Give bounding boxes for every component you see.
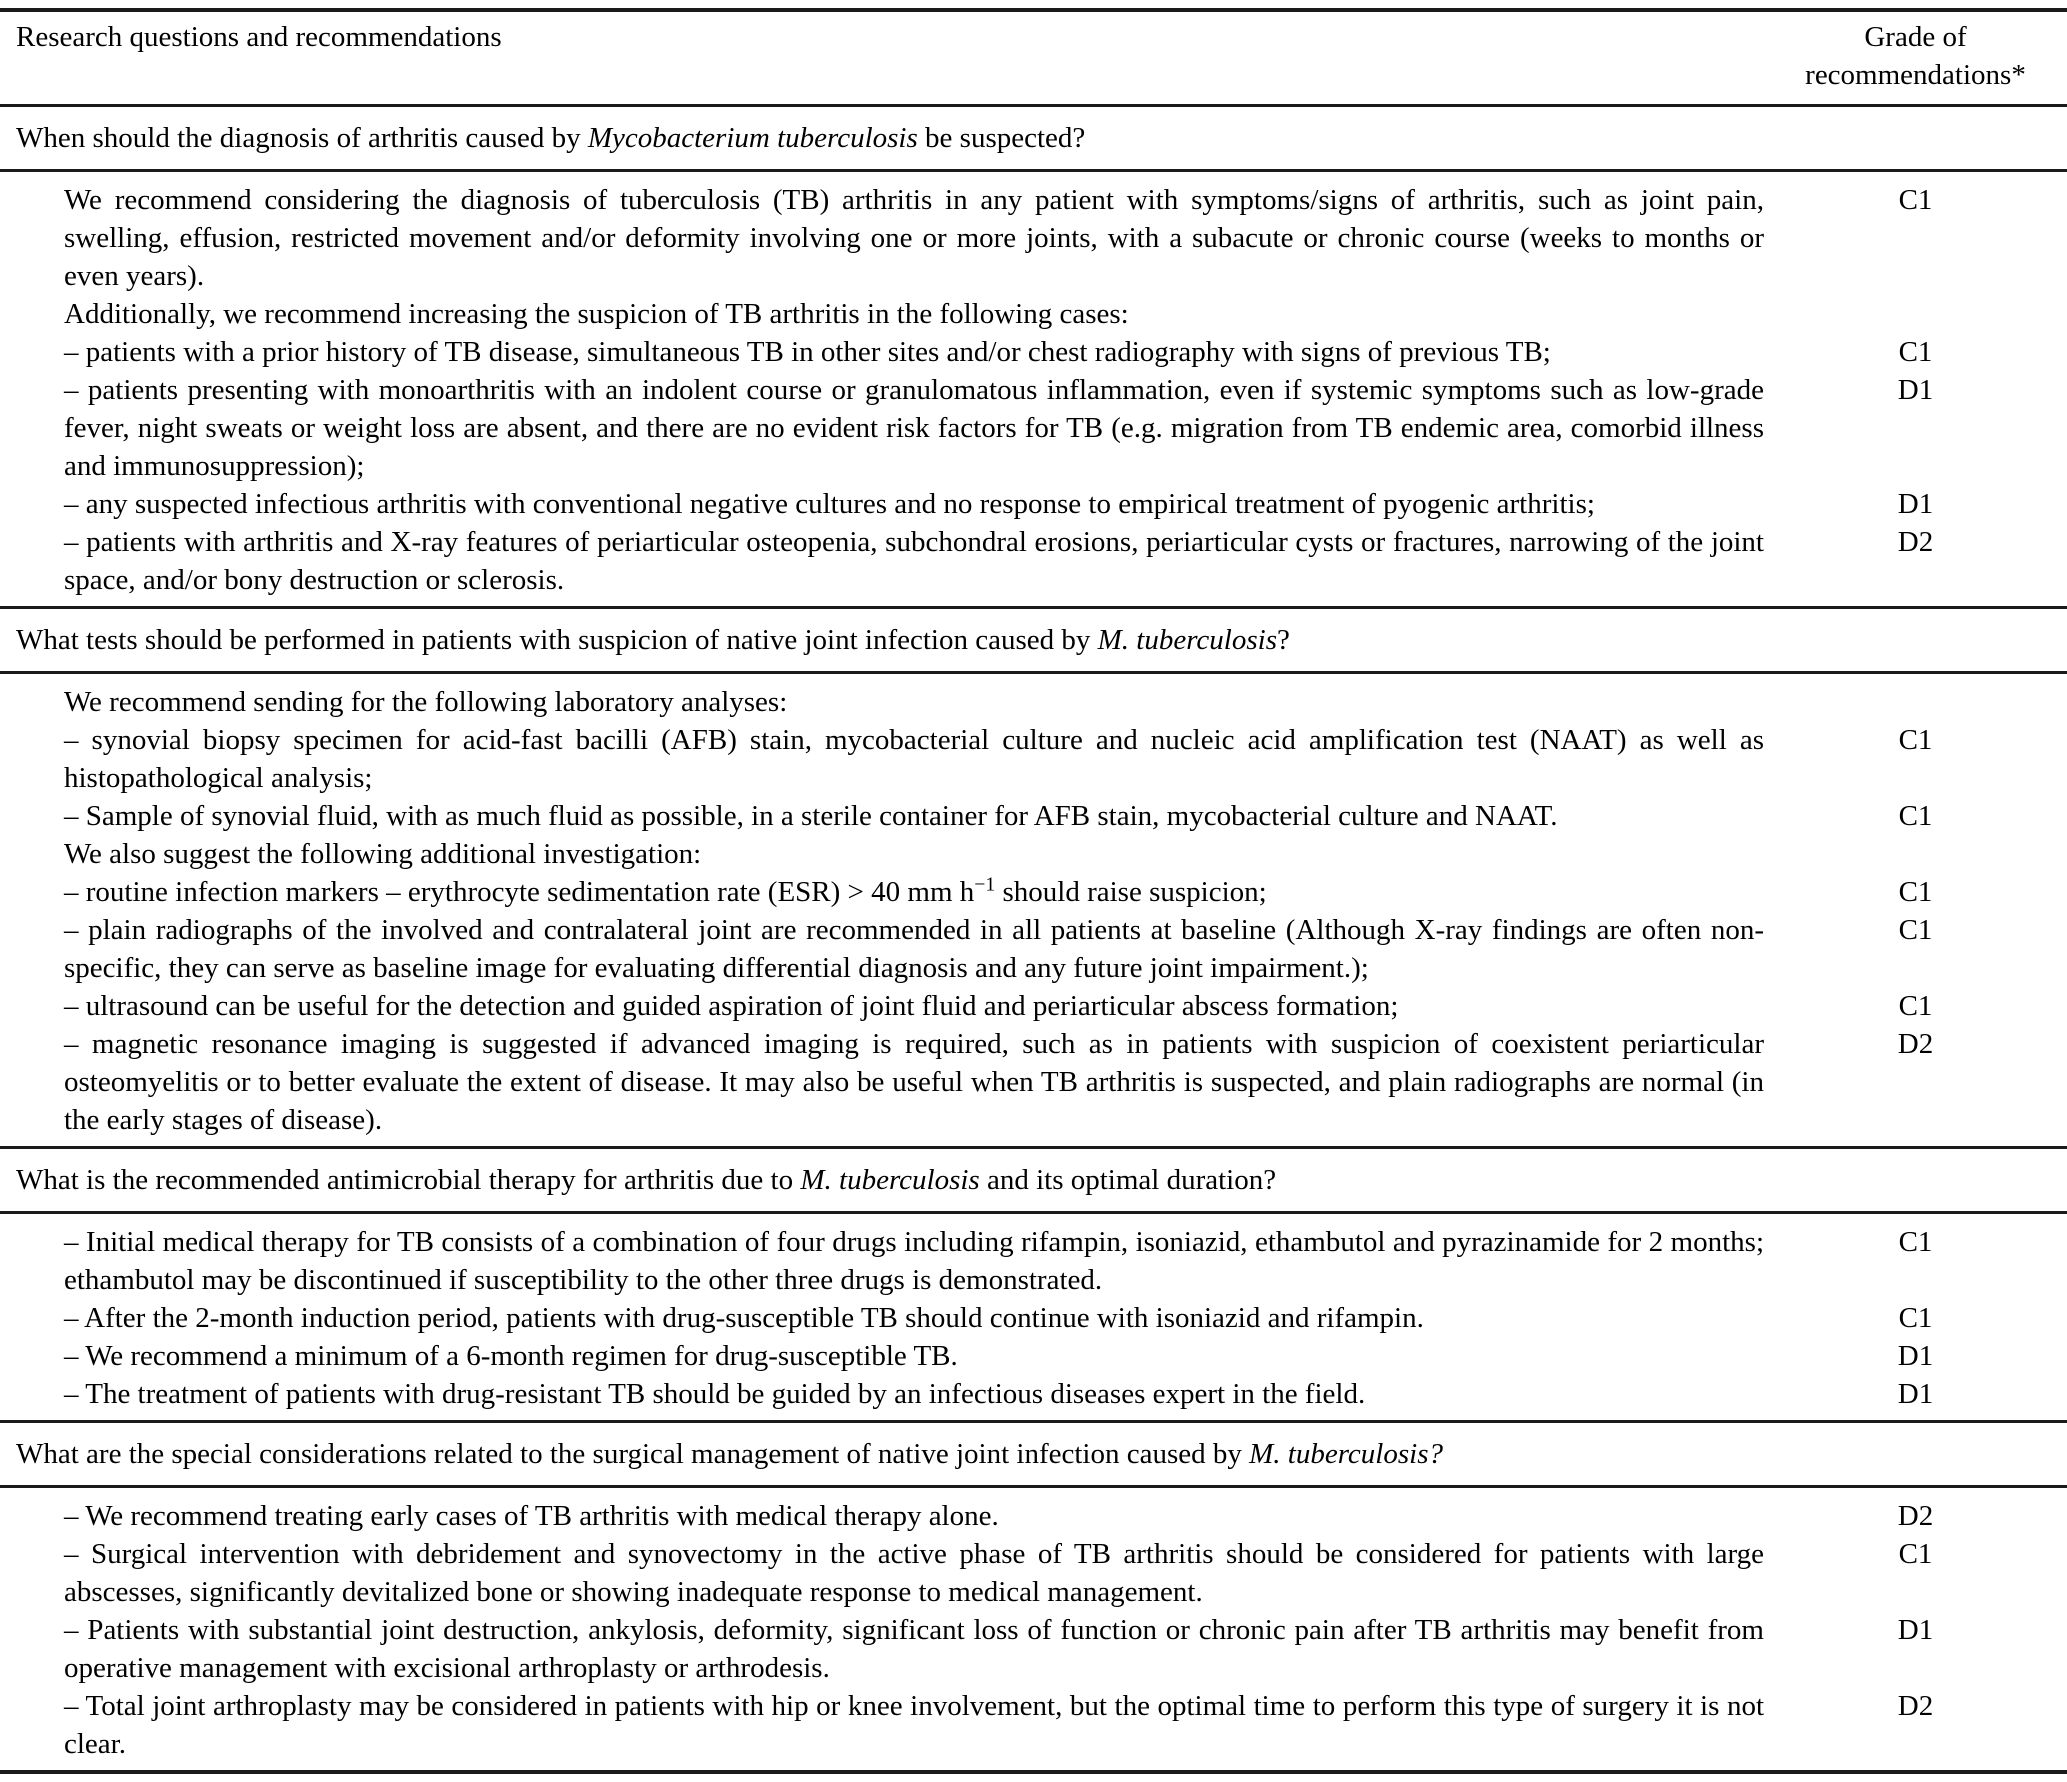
question-text: When should the diagnosis of arthritis caused by xyxy=(16,122,588,154)
question-text: What is the recommended antimicrobial therapy for arthritis due to xyxy=(16,1164,801,1196)
recommendation-text: – Initial medical therapy for TB consists of a combination of four drugs including rifampin, isoniazid, ethambutol and pyrazinamide for 2 months; ethambutol may be discontinued if susceptibility to the other three drugs is demonstrated. xyxy=(64,1226,1764,1296)
recommendation-row xyxy=(0,1223,2067,1299)
grade-value: C1 xyxy=(1898,1538,1933,1570)
column-header-grade xyxy=(1764,18,2067,94)
recommendation-text: – patients with a prior history of TB disease, simultaneous TB in other sites and/or chest radiography with signs of previous TB; xyxy=(64,336,1551,368)
recommendation-text: We recommend considering the diagnosis of tuberculosis (TB) arthritis in any patient with symptoms/signs of arthritis, such as joint pain, swelling, effusion, restricted movement and/or deformity involving one or more joints, with a subacute or chronic course (weeks to months or even years). xyxy=(64,184,1764,292)
research-question xyxy=(0,606,2067,674)
recommendations-table xyxy=(0,8,2067,1774)
grade-value: D2 xyxy=(1897,1028,1934,1060)
recommendation-row xyxy=(0,911,2067,987)
recommendation-text: – Total joint arthroplasty may be considered in patients with hip or knee involvement, but the optimal time to perform this type of surgery it is not clear. xyxy=(64,1690,1764,1760)
recommendation-row xyxy=(0,371,2067,485)
grade-value: C1 xyxy=(1898,184,1933,216)
recommendation-text: – The treatment of patients with drug-resistant TB should be guided by an infectious diseases expert in the field. xyxy=(64,1378,1366,1410)
recommendation-row xyxy=(0,1299,2067,1337)
grade-value: D1 xyxy=(1897,1340,1934,1372)
recommendation-text: – We recommend treating early cases of TB arthritis with medical therapy alone. xyxy=(64,1500,999,1532)
recommendation-text: We also suggest the following additional investigation: xyxy=(64,838,702,870)
grade-value: D2 xyxy=(1897,1500,1934,1532)
recommendation-text: – ultrasound can be useful for the detection and guided aspiration of joint fluid and periarticular abscess formation; xyxy=(64,990,1399,1022)
question-text: ? xyxy=(1276,624,1290,656)
grade-header-line1: Grade of xyxy=(1864,21,1967,53)
recommendation-text: – plain radiographs of the involved and contralateral joint are recommended in all patients at baseline (Although X-ray findings are often non-specific, they can serve as baseline image for evaluating differential diagnosis and any future joint impairment.); xyxy=(64,914,1764,984)
recommendation-text: Additionally, we recommend increasing the suspicion of TB arthritis in the following cases: xyxy=(64,298,1129,330)
grade-value: C1 xyxy=(1898,724,1933,756)
recommendations-block xyxy=(0,1214,2067,1420)
recommendation-text: – patients presenting with monoarthritis with an indolent course or granulomatous inflammation, even if systemic symptoms such as low-grade fever, night sweats or weight loss are absent, and there are no evident risk factors for TB (e.g. migration from TB endemic area, comorbid illness and immunosuppression); xyxy=(64,374,1764,482)
research-question xyxy=(0,1420,2067,1488)
question-text-italic: M. tuberculosis xyxy=(800,1164,980,1196)
grade-value: C1 xyxy=(1898,1226,1933,1258)
recommendation-text-run: should raise suspicion; xyxy=(995,876,1267,908)
recommendation-text: – After the 2-month induction period, patients with drug-susceptible TB should continue with isoniazid and rifampin. xyxy=(64,1302,1424,1334)
recommendation-text: – Patients with substantial joint destruction, ankylosis, deformity, significant loss of function or chronic pain after TB arthritis may benefit from operative management with excisional arthroplasty or arthrodesis. xyxy=(64,1614,1764,1684)
recommendation-text: – Surgical intervention with debridement and synovectomy in the active phase of TB arthritis should be considered for patients with large abscesses, significantly devitalized bone or showing inadequate response to medical management. xyxy=(64,1538,1764,1608)
column-header-research-questions: Research questions and recommendations xyxy=(16,21,502,53)
recommendation-row xyxy=(0,873,2067,911)
grade-value: C1 xyxy=(1898,800,1933,832)
grade-value: C1 xyxy=(1898,876,1933,908)
table-header-row xyxy=(0,12,2067,104)
grade-value: D2 xyxy=(1897,526,1934,558)
recommendation-text: – magnetic resonance imaging is suggested if advanced imaging is required, such as in patients with suspicion of coexistent periarticular osteomyelitis or to better evaluate the extent of disease. It may also be useful when TB arthritis is suspected, and plain radiographs are normal (in the early stages of disease). xyxy=(64,1028,1764,1136)
question-text-italic: M. tuberculosis xyxy=(1097,624,1277,656)
recommendation-row xyxy=(0,523,2067,599)
research-question xyxy=(0,1146,2067,1214)
recommendation-row xyxy=(0,1375,2067,1413)
recommendation-row xyxy=(0,1611,2067,1687)
recommendation-row xyxy=(0,1337,2067,1375)
question-text: and its optimal duration? xyxy=(979,1164,1277,1196)
question-text-italic: M. tuberculosis? xyxy=(1249,1438,1443,1470)
question-text: What are the special considerations related to the surgical management of native joint infection caused by xyxy=(16,1438,1250,1470)
recommendation-text: – any suspected infectious arthritis with conventional negative cultures and no response to empirical treatment of pyogenic arthritis; xyxy=(64,488,1595,520)
recommendation-row xyxy=(0,333,2067,371)
grade-value: D2 xyxy=(1897,1690,1934,1722)
grade-value: D1 xyxy=(1897,1378,1934,1410)
recommendation-row xyxy=(0,485,2067,523)
recommendation-text: – synovial biopsy specimen for acid-fast bacilli (AFB) stain, mycobacterial culture and nucleic acid amplification test (NAAT) as well as histopathological analysis; xyxy=(64,724,1764,794)
recommendation-text: – patients with arthritis and X-ray features of periarticular osteopenia, subchondral erosions, periarticular cysts or fractures, narrowing of the joint space, and/or bony destruction or sclerosis. xyxy=(64,526,1764,596)
question-text-italic: Mycobacterium tuberculosis xyxy=(587,122,918,154)
recommendation-row xyxy=(0,1535,2067,1611)
recommendation-text: – Sample of synovial fluid, with as much fluid as possible, in a sterile container for AFB stain, mycobacterial culture and NAAT. xyxy=(64,800,1558,832)
grade-value: C1 xyxy=(1898,914,1933,946)
grade-value: D1 xyxy=(1897,1614,1934,1646)
grade-value: C1 xyxy=(1898,990,1933,1022)
recommendation-row xyxy=(0,987,2067,1025)
superscript-text: −1 xyxy=(974,873,996,896)
recommendation-row xyxy=(0,835,2067,873)
recommendation-row xyxy=(0,1687,2067,1763)
research-question xyxy=(0,104,2067,172)
recommendation-row xyxy=(0,797,2067,835)
grade-header-line2: recommendations* xyxy=(1805,59,2026,91)
recommendations-block xyxy=(0,1488,2067,1770)
recommendation-row xyxy=(0,683,2067,721)
recommendation-row xyxy=(0,1497,2067,1535)
question-text: be suspected? xyxy=(917,122,1086,154)
grade-value: C1 xyxy=(1898,336,1933,368)
recommendation-row xyxy=(0,181,2067,295)
recommendation-row xyxy=(0,1025,2067,1139)
recommendation-text: – We recommend a minimum of a 6-month regimen for drug-susceptible TB. xyxy=(64,1340,958,1372)
recommendations-block xyxy=(0,674,2067,1146)
recommendation-text xyxy=(0,873,1764,911)
recommendation-row xyxy=(0,721,2067,797)
recommendation-row xyxy=(0,295,2067,333)
grade-value: D1 xyxy=(1897,488,1934,520)
question-text: What tests should be performed in patients with suspicion of native joint infection caused by xyxy=(16,624,1098,656)
table-sections xyxy=(0,104,2067,1770)
recommendations-block xyxy=(0,172,2067,606)
grade-value: C1 xyxy=(1898,1302,1933,1334)
recommendation-text-run: – routine infection markers – erythrocyte sedimentation rate (ESR) > 40 mm h xyxy=(64,876,975,908)
recommendation-text: We recommend sending for the following laboratory analyses: xyxy=(64,686,788,718)
grade-value: D1 xyxy=(1897,374,1934,406)
